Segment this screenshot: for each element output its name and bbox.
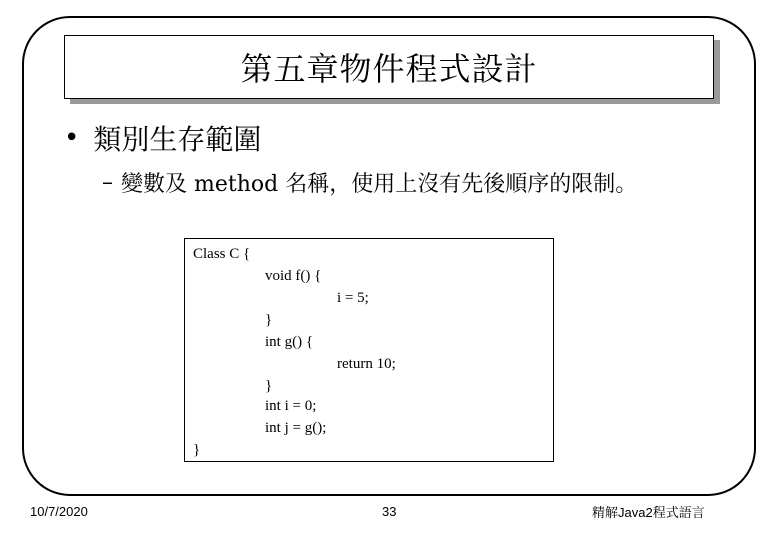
- code-line: }: [265, 378, 273, 394]
- code-line: int i = 0;: [265, 398, 317, 414]
- code-line: i = 5;: [337, 290, 369, 306]
- code-line: void f() {: [265, 268, 322, 284]
- code-line: return 10;: [337, 356, 396, 372]
- code-line: Class C {: [193, 246, 251, 262]
- code-line: int j = g();: [265, 420, 327, 436]
- code-line: }: [265, 312, 273, 328]
- slide-title-box: [64, 35, 714, 99]
- bullet-text: 類別生存範圍: [93, 123, 262, 156]
- footer-course-title: 精解Java2程式語言: [592, 504, 705, 520]
- code-box: [184, 238, 554, 462]
- slide-title: 第五章物件程式設計: [240, 50, 538, 88]
- code-line: int g() {: [265, 334, 314, 350]
- bullet-item: [64, 118, 261, 158]
- sub-bullet-text: 變數及 method 名稱，使用上沒有先後順序的限制。: [121, 171, 638, 197]
- sub-bullet-item: [102, 166, 637, 198]
- footer-page-number: 33: [382, 503, 397, 519]
- footer-date: 10/7/2020: [30, 503, 88, 519]
- bullet-marker: •: [64, 123, 80, 153]
- code-line: }: [193, 442, 201, 458]
- sub-bullet-marker: –: [102, 169, 113, 195]
